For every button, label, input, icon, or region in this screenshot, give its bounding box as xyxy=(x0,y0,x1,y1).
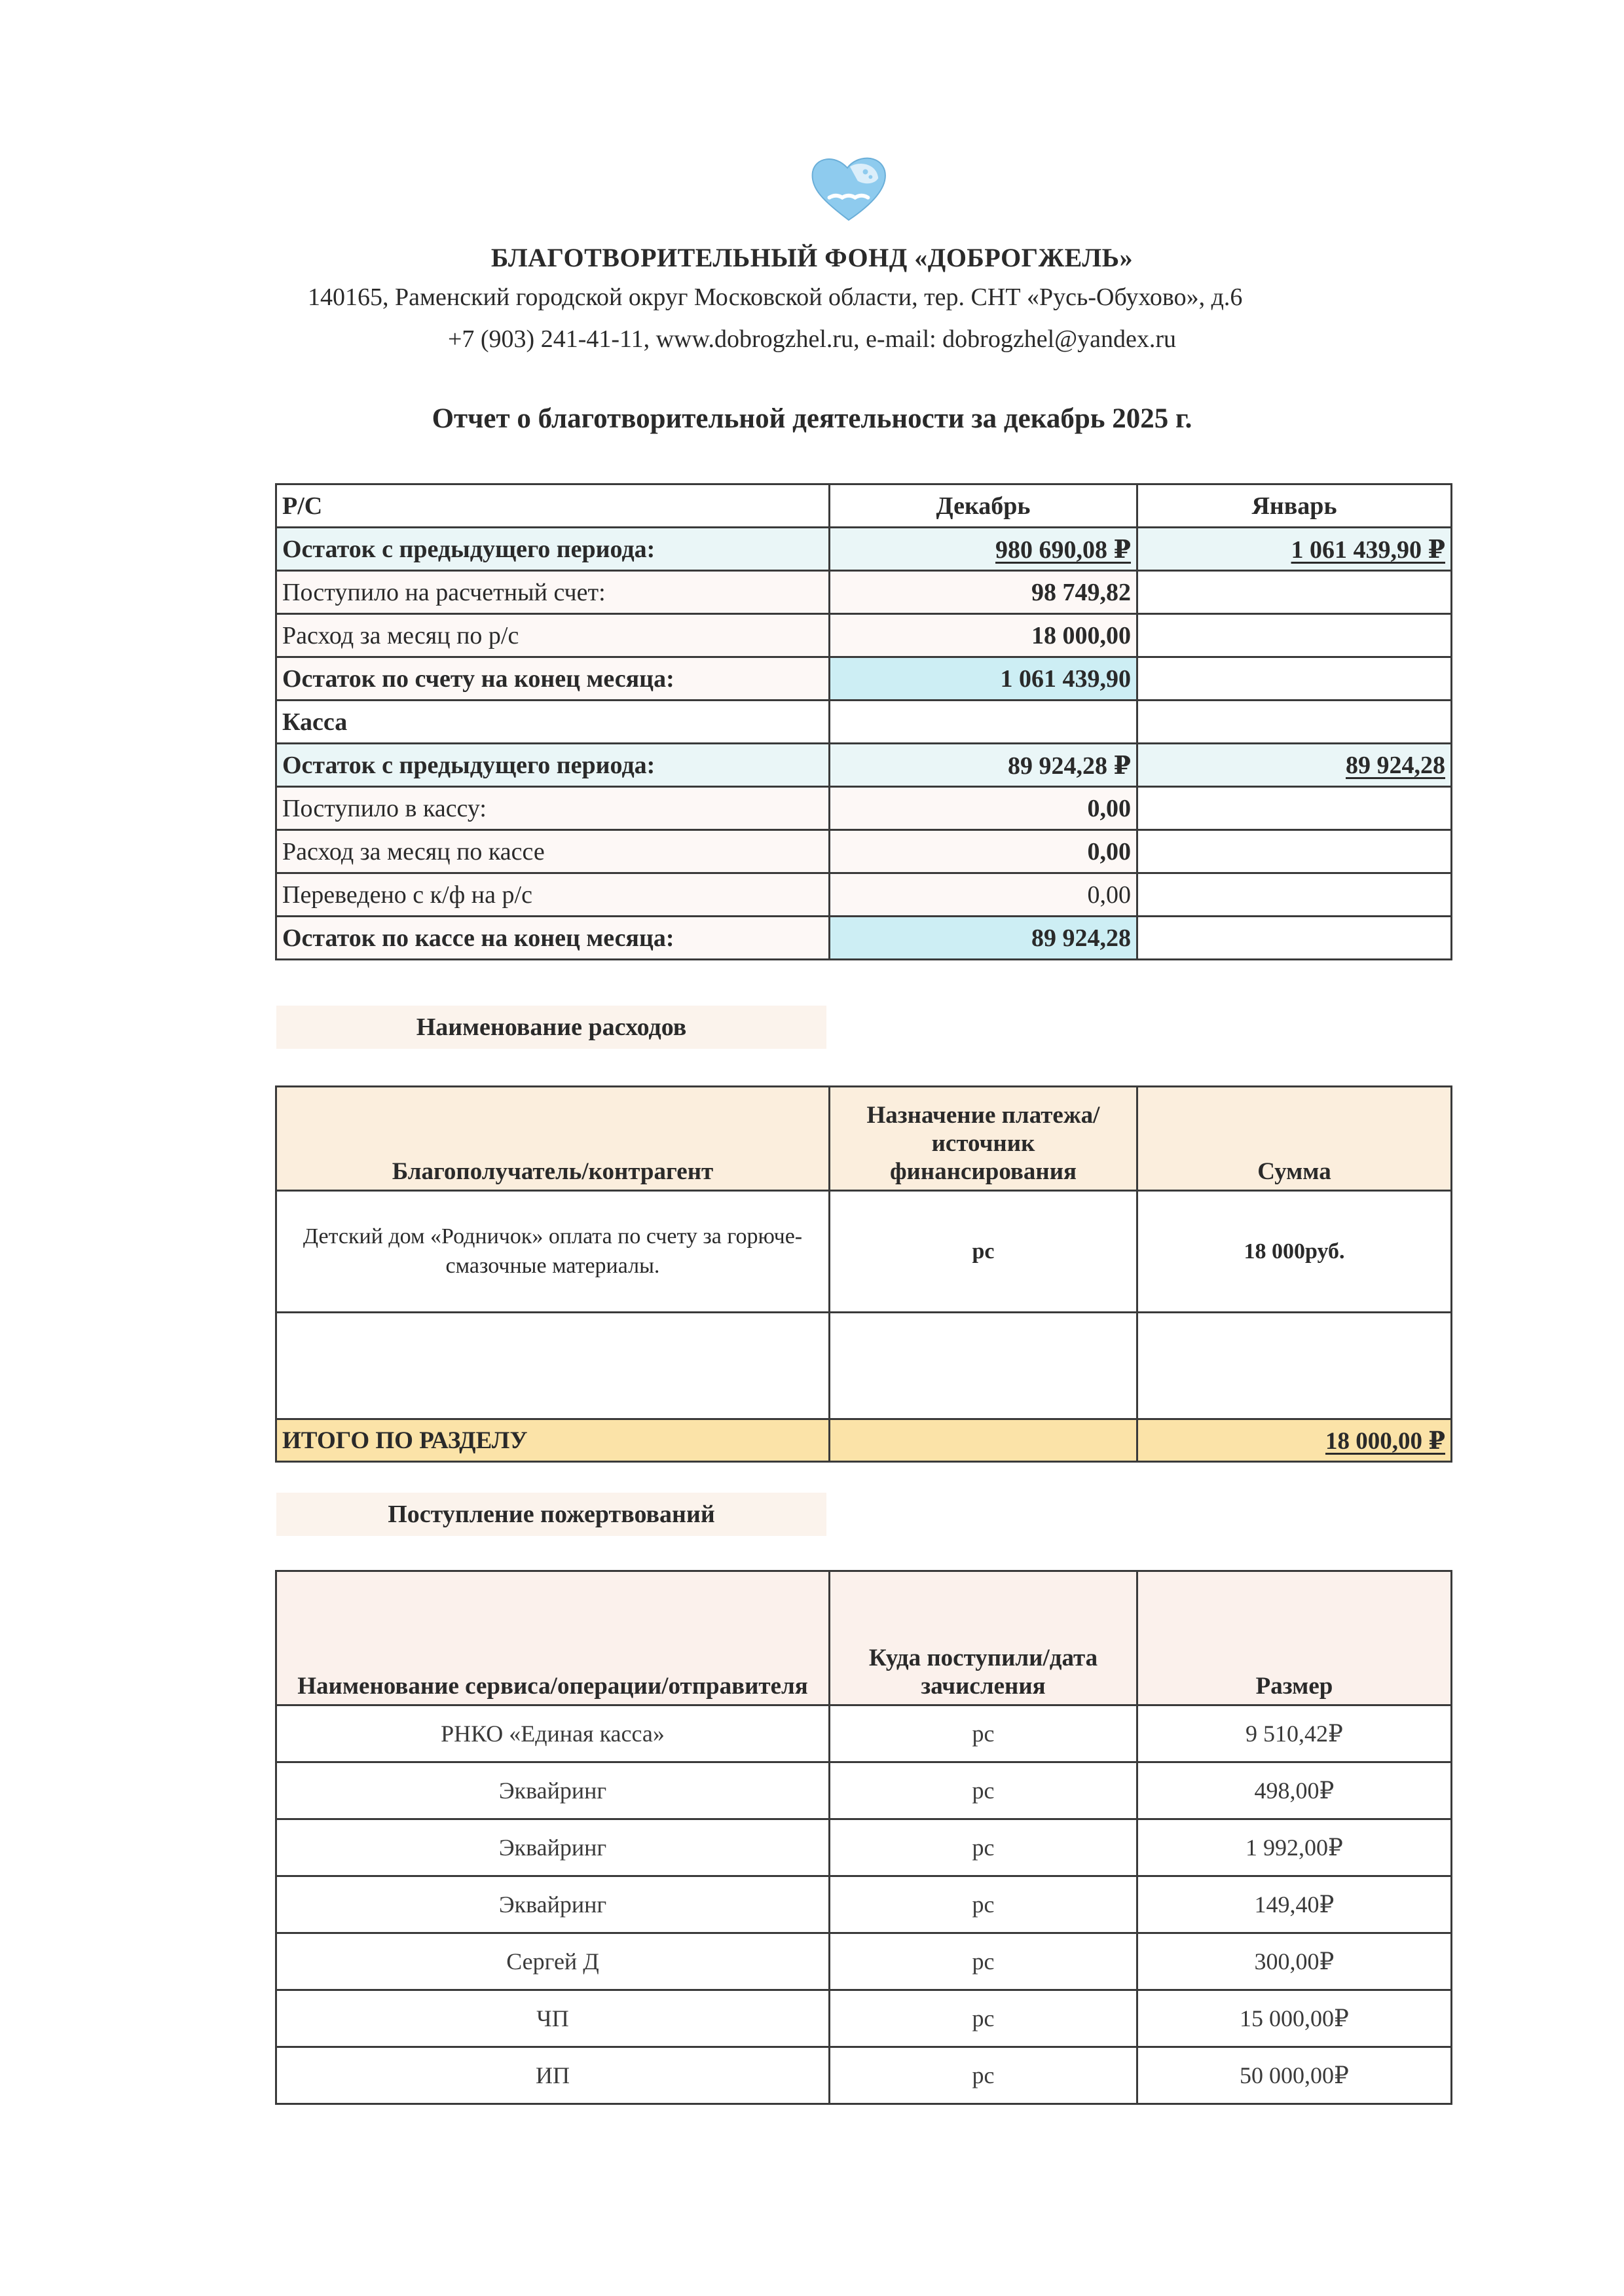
sender-cell: Эквайринг xyxy=(276,1762,830,1819)
january-value xyxy=(1137,830,1452,873)
balance-table xyxy=(275,483,1452,960)
row-label: Остаток с предыдущего периода: xyxy=(276,528,830,571)
table-row xyxy=(276,571,1452,614)
table-row xyxy=(276,657,1452,701)
total-label: ИТОГО ПО РАЗДЕЛУ xyxy=(276,1419,830,1462)
column-header: Сумма xyxy=(1137,1087,1452,1191)
table-row xyxy=(276,1933,1452,1990)
table-row xyxy=(276,744,1452,787)
column-header: Январь xyxy=(1137,484,1452,528)
table-row xyxy=(276,917,1452,960)
table-row xyxy=(276,1191,1452,1313)
org-contacts: +7 (903) 241-41-11, www.dobrogzhel.ru, e-mail: dobrogzhel@yandex.ru xyxy=(447,325,1177,353)
heart-handshake-icon xyxy=(810,153,887,223)
row-label: Касса xyxy=(276,701,830,744)
destination-cell: рс xyxy=(830,1819,1137,1876)
january-value xyxy=(1137,917,1452,960)
amount-cell xyxy=(1137,1313,1452,1419)
table-row xyxy=(276,1705,1452,1762)
amount-cell: 149,40₽ xyxy=(1137,1876,1452,1933)
amount-cell: 1 992,00₽ xyxy=(1137,1819,1452,1876)
destination-cell: рс xyxy=(830,1876,1137,1933)
table-row xyxy=(276,528,1452,571)
report-title: Отчет о благотворительной деятельности за декабрь 2025 г. xyxy=(432,403,1192,434)
january-value xyxy=(1137,787,1452,830)
amount-cell: 9 510,42₽ xyxy=(1137,1705,1452,1762)
january-value: 89 924,28 xyxy=(1137,744,1452,787)
row-label: Переведено с к/ф на р/с xyxy=(276,873,830,917)
table-row xyxy=(276,614,1452,657)
sender-cell: ЧП xyxy=(276,1990,830,2047)
expenses-section-title: Наименование расходов xyxy=(276,1006,826,1049)
recipient-cell: Детский дом «Родничок» оплата по счету за горюче-смазочные материалы. xyxy=(276,1191,830,1313)
table-row xyxy=(276,701,1452,744)
december-value: 0,00 xyxy=(830,787,1137,830)
december-value: 1 061 439,90 xyxy=(830,657,1137,701)
table-row xyxy=(276,1876,1452,1933)
january-value: 1 061 439,90 ₽ xyxy=(1137,528,1452,571)
table-row xyxy=(276,1819,1452,1876)
december-value: 18 000,00 xyxy=(830,614,1137,657)
january-value xyxy=(1137,701,1452,744)
column-header: Р/С xyxy=(276,484,830,528)
amount-cell: 15 000,00₽ xyxy=(1137,1990,1452,2047)
donations-section-title: Поступление пожертвований xyxy=(276,1493,826,1536)
january-value xyxy=(1137,614,1452,657)
december-value xyxy=(830,701,1137,744)
january-value xyxy=(1137,873,1452,917)
destination-cell: рс xyxy=(830,1705,1137,1762)
org-address: 140165, Раменский городской округ Московской области, тер. СНТ «Русь-Обухово», д.6 xyxy=(308,283,1243,311)
sender-cell: ИП xyxy=(276,2047,830,2104)
amount-cell: 50 000,00₽ xyxy=(1137,2047,1452,2104)
destination-cell: рс xyxy=(830,2047,1137,2104)
row-label: Остаток по кассе на конец месяца: xyxy=(276,917,830,960)
december-value: 98 749,82 xyxy=(830,571,1137,614)
org-name: БЛАГОТВОРИТЕЛЬНЫЙ ФОНД «ДОБРОГЖЕЛЬ» xyxy=(490,243,1134,272)
column-header: Назначение платежа/ источник финансирования xyxy=(830,1087,1137,1191)
row-label: Расход за месяц по кассе xyxy=(276,830,830,873)
destination-cell: рс xyxy=(830,1933,1137,1990)
column-header: Размер xyxy=(1137,1571,1452,1705)
december-value: 0,00 xyxy=(830,873,1137,917)
total-row xyxy=(276,1419,1452,1462)
amount-cell: 300,00₽ xyxy=(1137,1933,1452,1990)
row-label: Расход за месяц по р/с xyxy=(276,614,830,657)
table-row xyxy=(276,2047,1452,2104)
table-header-row xyxy=(276,1571,1452,1705)
table-row xyxy=(276,830,1452,873)
destination-cell: рс xyxy=(830,1990,1137,2047)
expenses-table xyxy=(275,1085,1452,1463)
amount-cell: 18 000руб. xyxy=(1137,1191,1452,1313)
total-empty-cell xyxy=(830,1419,1137,1462)
table-header-row xyxy=(276,1087,1452,1191)
source-cell xyxy=(830,1313,1137,1419)
source-cell: рс xyxy=(830,1191,1137,1313)
column-header: Декабрь xyxy=(830,484,1137,528)
january-value xyxy=(1137,571,1452,614)
row-label: Остаток по счету на конец месяца: xyxy=(276,657,830,701)
table-row xyxy=(276,1313,1452,1419)
column-header: Куда поступили/дата зачисления xyxy=(830,1571,1137,1705)
december-value: 0,00 xyxy=(830,830,1137,873)
table-row xyxy=(276,1762,1452,1819)
column-header: Наименование сервиса/операции/отправителя xyxy=(276,1571,830,1705)
donations-table xyxy=(275,1570,1452,2105)
december-value: 980 690,08 ₽ xyxy=(830,528,1137,571)
table-row xyxy=(276,873,1452,917)
row-label: Остаток с предыдущего периода: xyxy=(276,744,830,787)
sender-cell: Эквайринг xyxy=(276,1819,830,1876)
table-row xyxy=(276,1990,1452,2047)
destination-cell: рс xyxy=(830,1762,1137,1819)
total-value: 18 000,00 ₽ xyxy=(1137,1419,1452,1462)
sender-cell: Сергей Д xyxy=(276,1933,830,1990)
table-row xyxy=(276,787,1452,830)
table-header-row xyxy=(276,484,1452,528)
amount-cell: 498,00₽ xyxy=(1137,1762,1452,1819)
row-label: Поступило в кассу: xyxy=(276,787,830,830)
sender-cell: РНКО «Единая касса» xyxy=(276,1705,830,1762)
december-value: 89 924,28 ₽ xyxy=(830,744,1137,787)
recipient-cell xyxy=(276,1313,830,1419)
december-value: 89 924,28 xyxy=(830,917,1137,960)
sender-cell: Эквайринг xyxy=(276,1876,830,1933)
row-label: Поступило на расчетный счет: xyxy=(276,571,830,614)
january-value xyxy=(1137,657,1452,701)
column-header: Благополучатель/контрагент xyxy=(276,1087,830,1191)
